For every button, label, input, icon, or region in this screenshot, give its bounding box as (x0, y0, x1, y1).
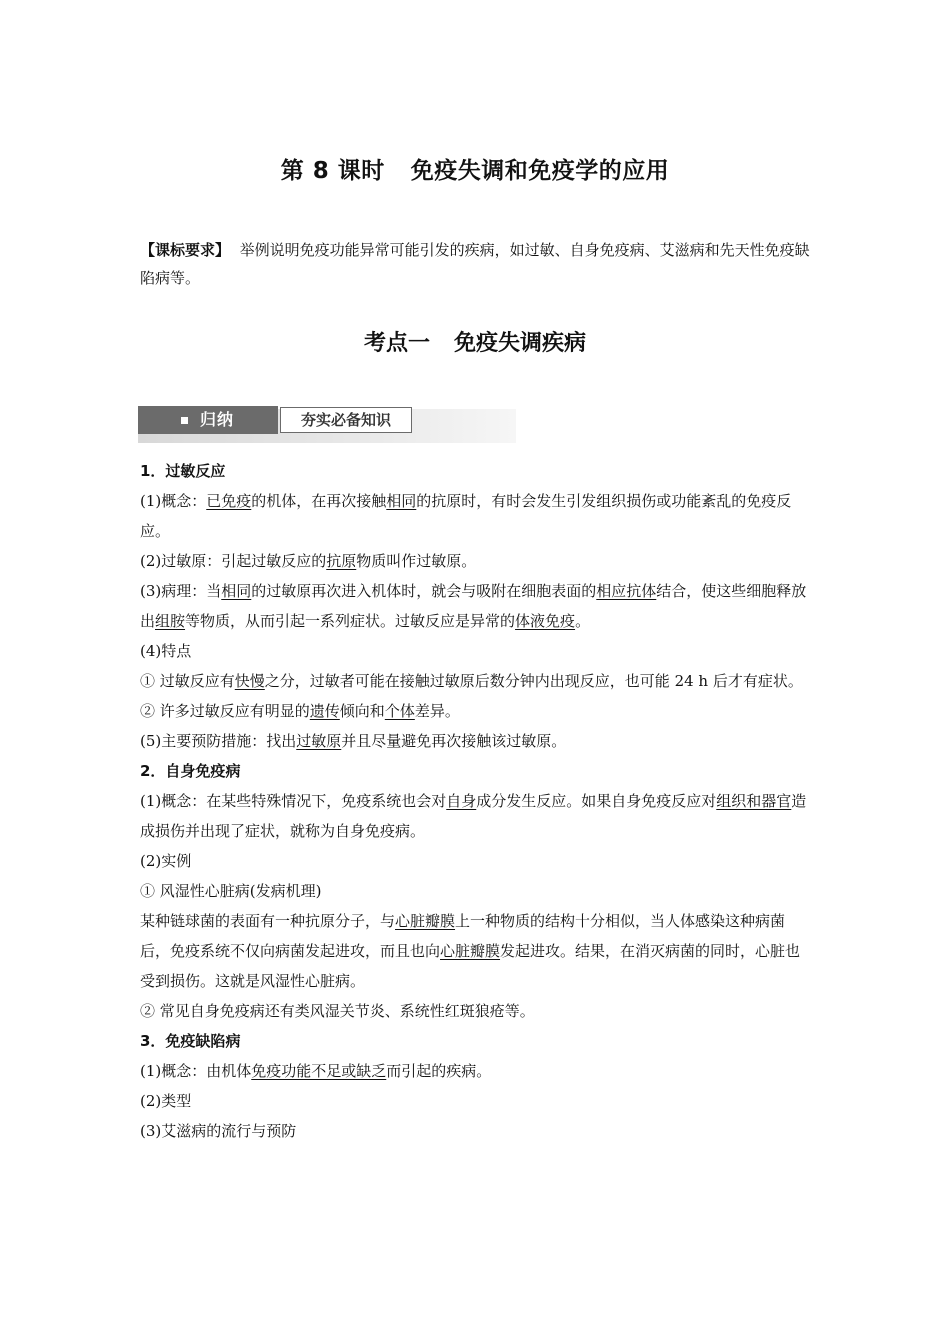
requirement-text: 举例说明免疫功能异常可能引发的疾病，如过敏、自身免疫病、艾滋病和先天性免疫缺陷病等。 (140, 241, 810, 287)
paragraph: (2)实例 (140, 852, 192, 870)
section-heading (0, 326, 950, 357)
curriculum-requirement (140, 236, 812, 292)
blank-answer: 快慢 (234, 672, 265, 690)
paragraph: ② 常见自身免疫病还有类风湿关节炎、系统性红斑狼疮等。 (140, 1002, 535, 1020)
blank-answer: 相同 (386, 492, 417, 510)
square-bullet-icon (181, 417, 188, 424)
lesson-title: 免疫失调和免疫学的应用 (410, 158, 670, 184)
document-body (140, 456, 812, 1146)
paragraph: (1)概念：已免疫的机体，在再次接触相同的抗原时，有时会发生引发组织损伤或功能紊乱的免疫反应。 (140, 492, 792, 540)
heading-immunodeficiency: 3．免疫缺陷病 (140, 1032, 241, 1050)
blank-answer: 相应抗体 (596, 582, 657, 600)
paragraph: (5)主要预防措施：找出过敏原并且尽量避免再次接触该过敏原。 (140, 732, 567, 750)
paragraph: ② 许多过敏反应有明显的遗传倾向和个体差异。 (140, 702, 460, 720)
banner-left-label: 归纳 (200, 410, 235, 429)
paragraph: (2)过敏原：引起过敏反应的抗原物质叫作过敏原。 (140, 552, 477, 570)
blank-answer: 遗传 (309, 702, 340, 720)
blank-answer: 心脏瓣膜 (440, 942, 501, 960)
blank-answer: 心脏瓣膜 (395, 912, 456, 930)
requirement-tag: 【课标要求】 (140, 241, 231, 259)
paragraph: (3)病理：当相同的过敏原再次进入机体时，就会与吸附在细胞表面的相应抗体结合，使这些细胞释放出组胺等物质，从而引起一系列症状。过敏反应是异常的体液免疫。 (140, 582, 807, 630)
paragraph: (2)类型 (140, 1092, 192, 1110)
page-title (0, 152, 950, 185)
banner-dark-tab (138, 406, 278, 434)
paragraph: (1)概念：由机体免疫功能不足或缺乏而引起的疾病。 (140, 1062, 492, 1080)
paragraph: (3)艾滋病的流行与预防 (140, 1122, 297, 1140)
blank-answer: 过敏原 (296, 732, 342, 750)
heading-autoimmune: 2．自身免疫病 (140, 762, 241, 780)
blank-answer: 相同 (221, 582, 252, 600)
paragraph: 某种链球菌的表面有一种抗原分子，与心脏瓣膜上一种物质的结构十分相似，当人体感染这种病菌后，免疫系统不仅向病菌发起进攻，而且也向心脏瓣膜发起进攻。结果，在消灭病菌的同时，心脏也受到损伤。这就是风湿性心脏病。 (140, 912, 801, 990)
section-title: 免疫失调疾病 (454, 331, 587, 356)
blank-answer: 组胺 (155, 612, 186, 630)
heading-allergy: 1．过敏反应 (140, 462, 226, 480)
paragraph: ① 过敏反应有快慢之分，过敏者可能在接触过敏原后数分钟内出现反应，也可能 24 h 后才有症状。 (140, 672, 803, 690)
blank-answer: 体液免疫 (515, 612, 576, 630)
paragraph: (4)特点 (140, 642, 192, 660)
banner-right-label: 夯实必备知识 (280, 407, 412, 433)
blank-answer: 已免疫 (206, 492, 252, 510)
blank-answer: 个体 (384, 702, 415, 720)
section-number: 考点一 (363, 331, 430, 356)
paragraph: (1)概念：在某些特殊情况下，免疫系统也会对自身成分发生反应。如果自身免疫反应对组织和器官造成损伤并出现了症状，就称为自身免疫病。 (140, 792, 807, 840)
summary-banner (138, 406, 518, 442)
blank-answer: 抗原 (326, 552, 357, 570)
blank-answer: 免疫功能不足或缺乏 (251, 1062, 387, 1080)
lesson-number: 第 8 课时 (280, 158, 385, 184)
blank-answer: 组织和器官 (716, 792, 792, 810)
blank-answer: 自身 (446, 792, 477, 810)
paragraph: ① 风湿性心脏病(发病机理) (140, 882, 322, 900)
